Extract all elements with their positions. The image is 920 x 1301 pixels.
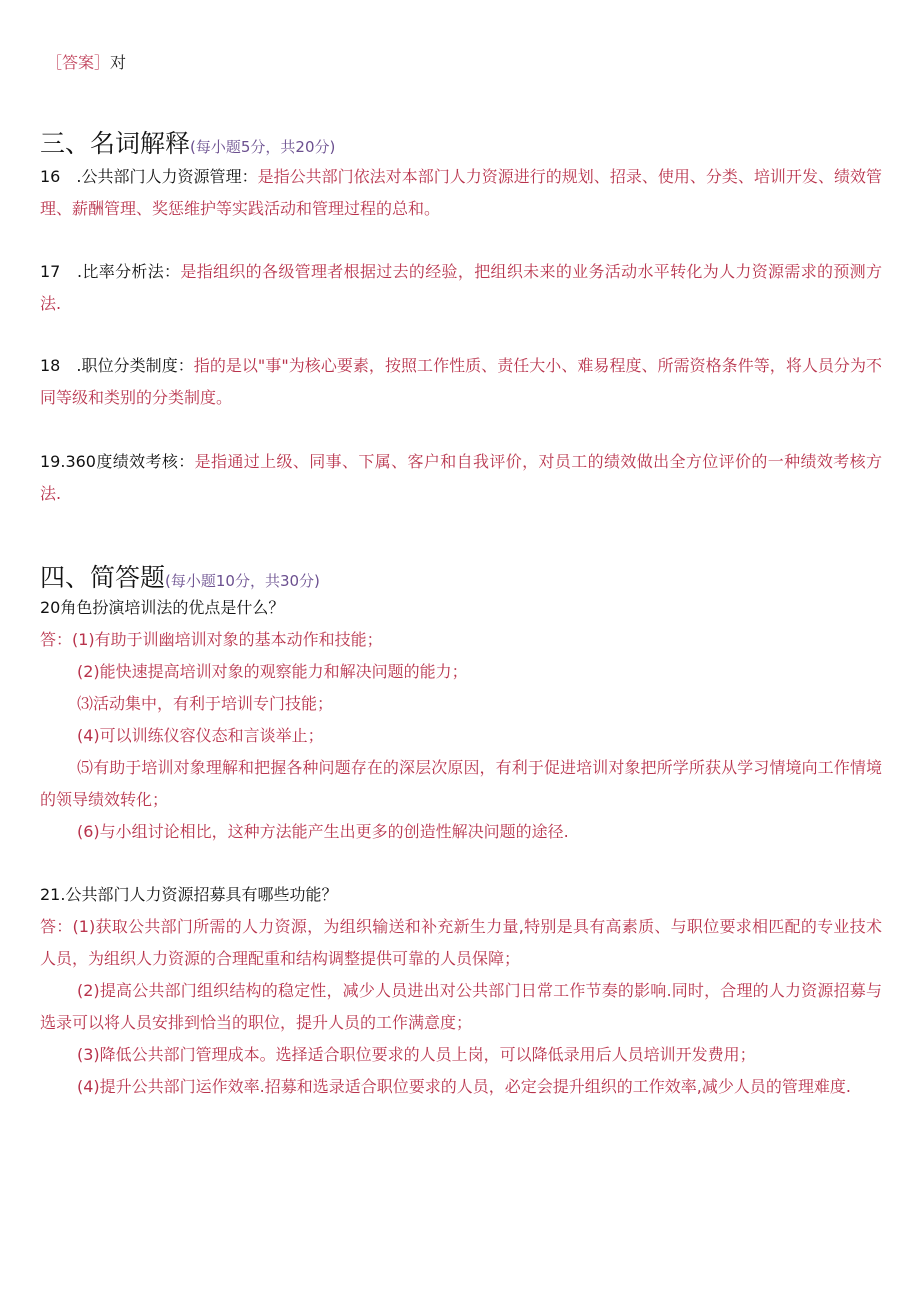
answer-paragraph: (4)可以训练仪容仪态和言谈举止；: [77, 726, 324, 745]
answer-paragraph: 答：(1)获取公共部门所需的人力资源，为组织输送和补充新生力量,特别是具有高素质、与职位要求相匹配的专业技术人员，为组织人力资源的合理配重和结构调整提供可靠的人员保障；: [40, 917, 882, 968]
section-score-note: (每小题5分，共20分): [190, 138, 336, 156]
definition-text: 是指组织的各级管理者根据过去的经验，把组织未来的业务活动水平转化为人力资源需求的预测方法.: [40, 262, 882, 313]
answer-paragraph: (3)降低公共部门管理成本。选择适合职位要求的人员上岗，可以降低录用后人员培训开发费用；: [77, 1045, 756, 1064]
section-title-definitions: [40, 124, 335, 160]
answer-block-20: [40, 624, 882, 848]
definition-text: 指的是以"事"为核心要素，按照工作性质、责任大小、难易程度、所需资格条件等，将人员分为不同等级和类别的分类制度。: [40, 356, 882, 407]
definition-item: [40, 161, 882, 225]
section-title-short-answer: [40, 558, 320, 594]
answer-value: 对: [110, 53, 127, 72]
answer-line: [46, 50, 126, 73]
answer-paragraph: (2)提高公共部门组织结构的稳定性，减少人员进出对公共部门日常工作节奏的影响.同时，合理的人力资源招募与选录可以将人员安排到恰当的职位，提升人员的工作满意度；: [40, 981, 882, 1032]
definition-term: 16 .公共部门人力资源管理：: [40, 167, 258, 186]
definition-item: [40, 446, 882, 510]
question-21: 21.公共部门人力资源招募具有哪些功能？: [40, 885, 338, 904]
answer-paragraph: (4)提升公共部门运作效率.招募和选录适合职位要求的人员，必定会提升组织的工作效率,减少人员的管理难度.: [77, 1077, 851, 1096]
definition-term: 18 .职位分类制度：: [40, 356, 194, 375]
answer-label: ［答案］: [46, 53, 111, 72]
answer-paragraph: ⑸有助于培训对象理解和把握各种问题存在的深层次原因，有利于促进培训对象把所学所获从学习情境向工作情境的领导绩效转化；: [40, 758, 882, 809]
section-heading: 四、简答题: [40, 563, 166, 592]
definition-item: [40, 350, 882, 414]
answer-paragraph: ⑶活动集中，有利于培训专门技能；: [77, 694, 334, 713]
answer-paragraph: 答：(1)有助于训幽培训对象的基本动作和技能；: [40, 630, 383, 649]
section-score-note: (每小题10分，共30分): [165, 572, 320, 590]
definition-term: 19.360度绩效考核：: [40, 452, 195, 471]
definition-text: 是指公共部门依法对本部门人力资源进行的规划、招录、使用、分类、培训开发、绩效管理、薪酬管理、奖惩维护等实践活动和管理过程的总和。: [40, 167, 882, 218]
definition-text: 是指通过上级、同事、下属、客户和自我评价，对员工的绩效做出全方位评价的一种绩效考核方法.: [40, 452, 882, 503]
definition-item: [40, 256, 882, 320]
definition-term: 17 .比率分析法：: [40, 262, 181, 281]
question-20: 20角色扮演培训法的优点是什么？: [40, 598, 285, 617]
section-heading: 三、名词解释: [40, 129, 191, 158]
answer-block-21: [40, 911, 882, 1103]
answer-paragraph: (2)能快速提高培训对象的观察能力和解决问题的能力；: [77, 662, 468, 681]
answer-paragraph: (6)与小组讨论相比，这种方法能产生出更多的创造性解决问题的途径.: [77, 822, 569, 841]
